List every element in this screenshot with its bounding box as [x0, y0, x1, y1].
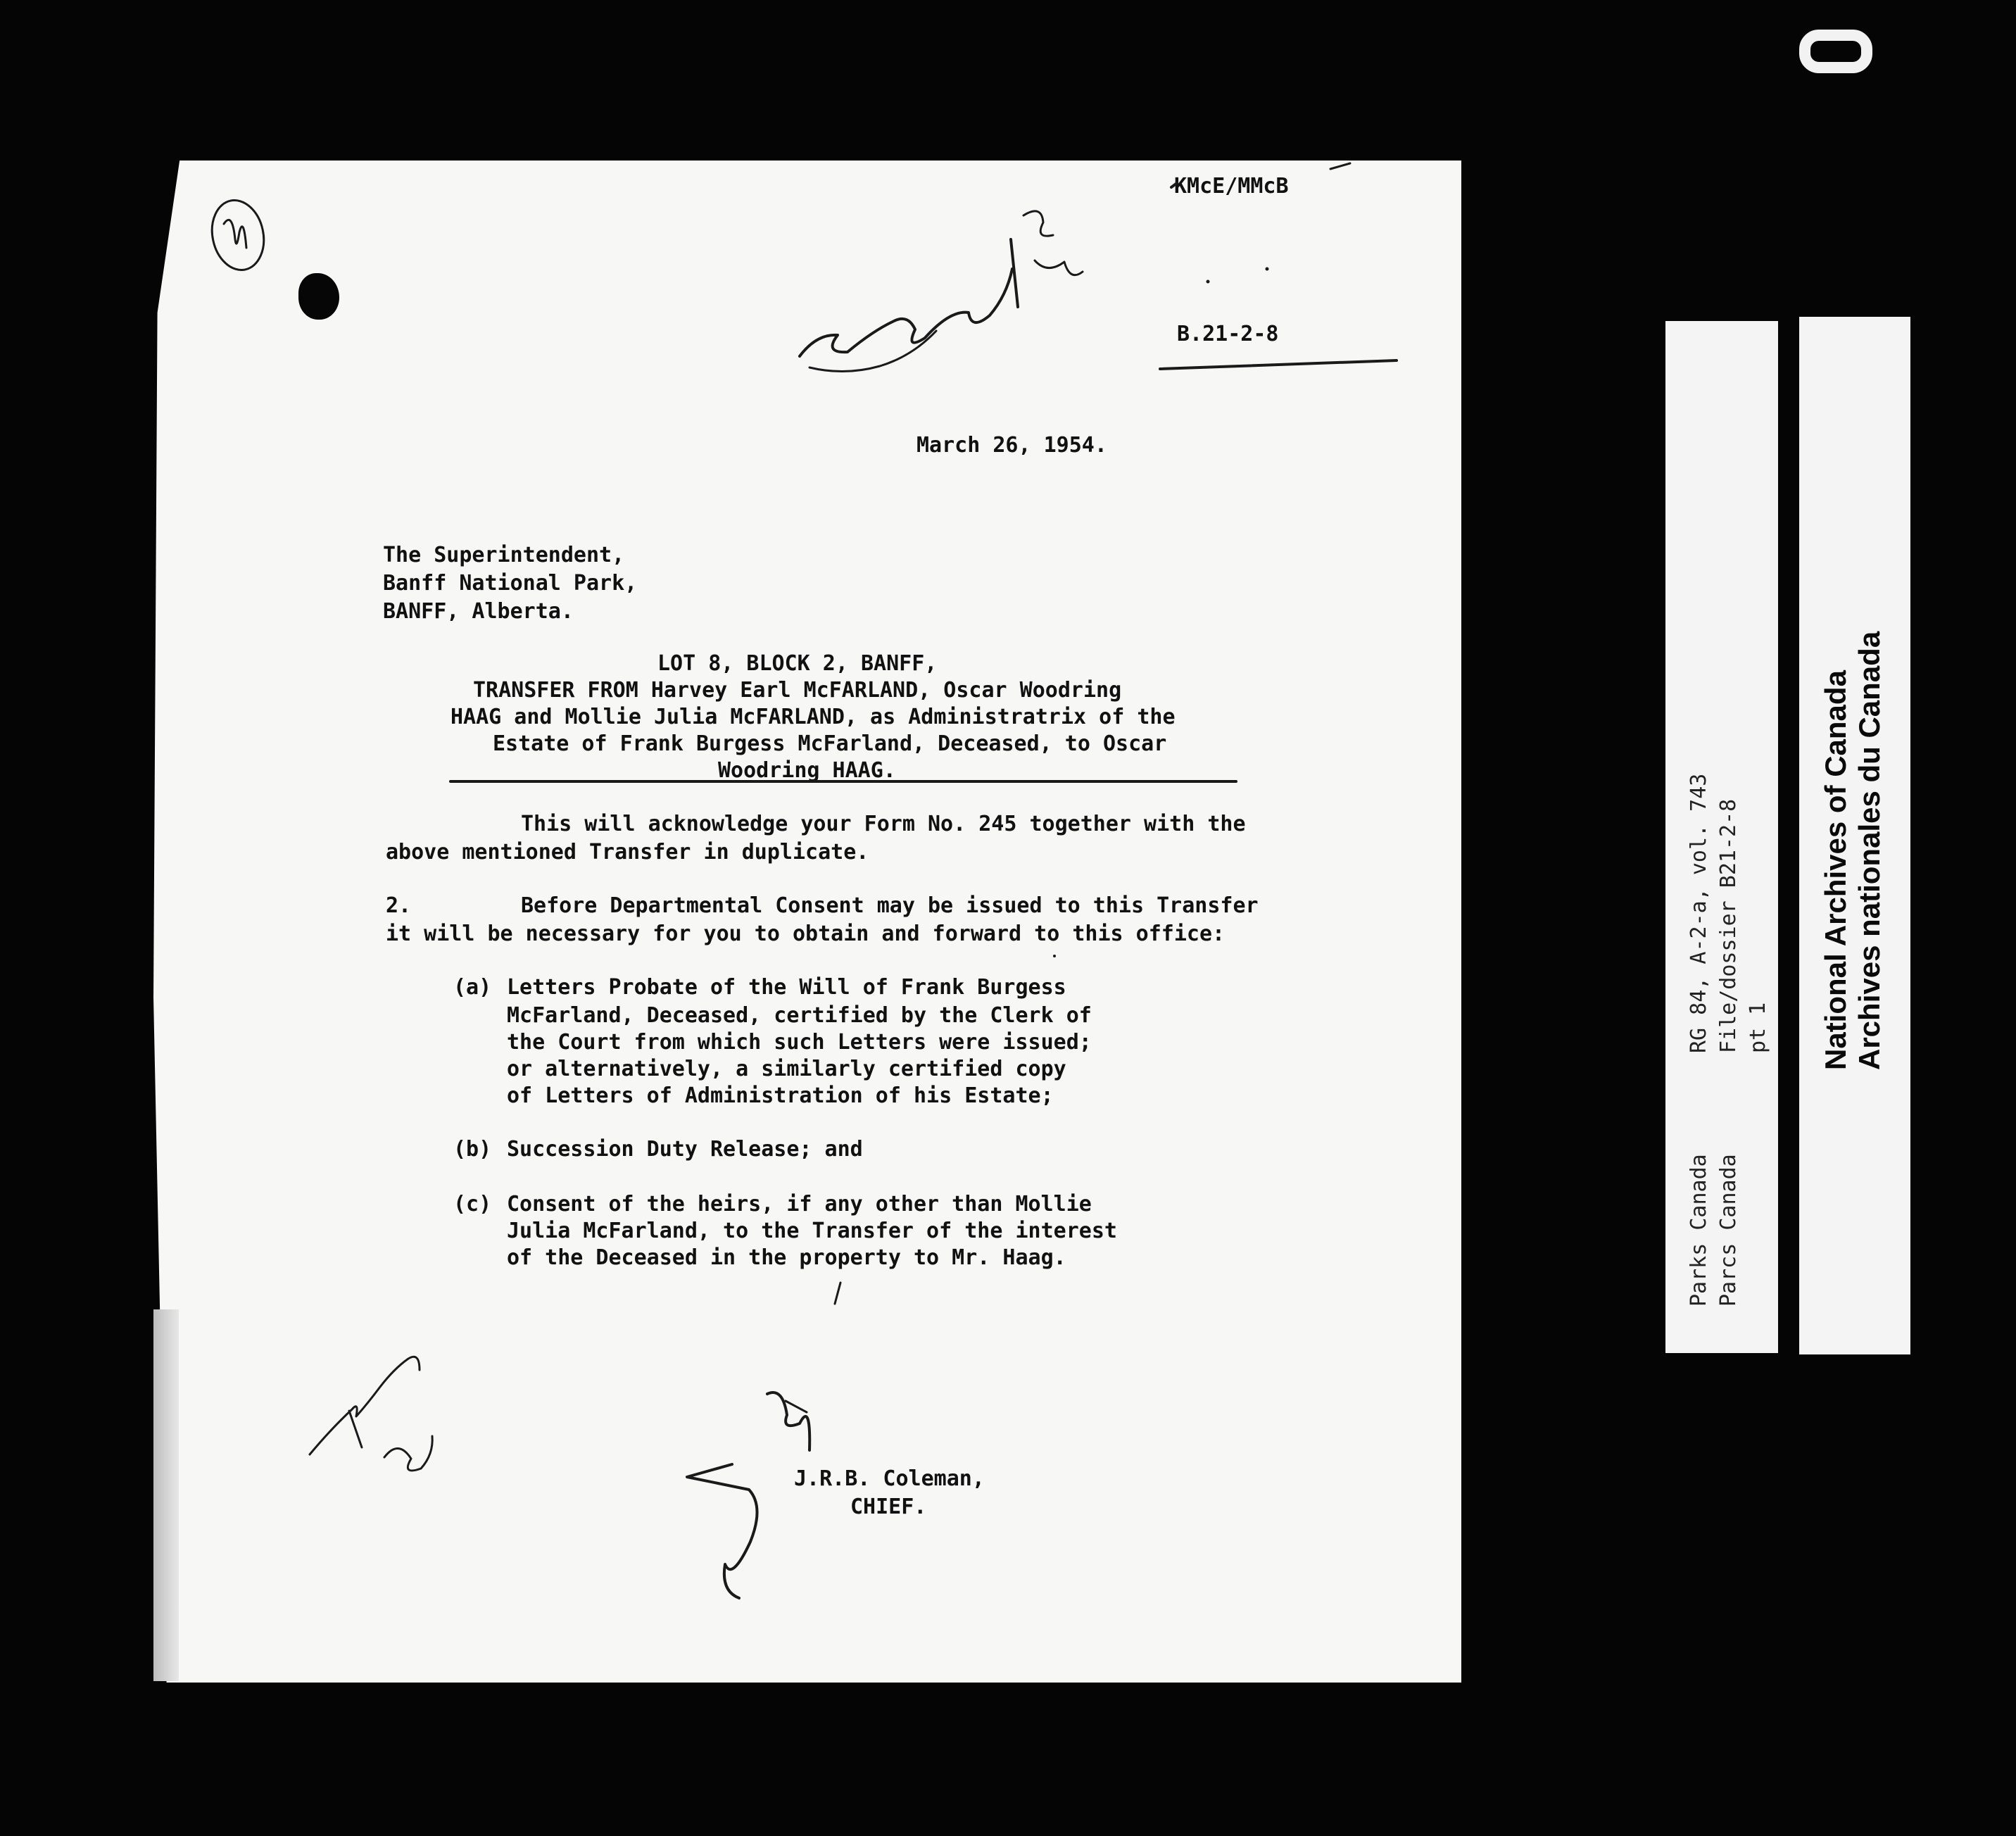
reference-line: File/dossier B21-2-8 — [1716, 798, 1741, 1053]
item-line: McFarland, Deceased, certified by the Clerk of — [507, 1003, 1092, 1028]
item-line: Julia McFarland, to the Transfer of the interest — [507, 1219, 1117, 1243]
reference-line: RG 84, A-2-a, vol. 743 — [1687, 773, 1711, 1053]
address-line: BANFF, Alberta. — [383, 599, 574, 624]
corner-tick — [1330, 163, 1350, 169]
handwritten-initials-top — [800, 211, 1083, 372]
address-line: Banff National Park, — [383, 571, 638, 596]
subject-line: Woodring HAAG. — [718, 758, 896, 783]
letter-date: March 26, 1954. — [916, 433, 1107, 458]
file-code: KMcE/MMcB — [1174, 174, 1289, 199]
signature-scrawl — [687, 1392, 809, 1598]
institution-card — [1799, 317, 1910, 1354]
file-number: B.21-2-8 — [1177, 322, 1279, 346]
subject-line: Estate of Frank Burgess McFarland, Deceased, to Oscar — [493, 731, 1167, 756]
handwritten-initials-margin — [310, 1357, 432, 1471]
item-line: Succession Duty Release; and — [507, 1137, 863, 1162]
item-line: the Court from which such Letters were issued; — [507, 1030, 1092, 1055]
institution-line: National Archives of Canada — [1819, 670, 1852, 1070]
item-line: of the Deceased in the property to Mr. Haag. — [507, 1245, 1066, 1270]
item-line: of Letters of Administration of his Estate; — [507, 1083, 1054, 1108]
signatory-title: CHIEF. — [850, 1495, 927, 1519]
item-marker: (c) — [453, 1192, 492, 1216]
subject-line: HAAG and Mollie Julia McFARLAND, as Administratrix of the — [451, 705, 1176, 729]
item-line: or alternatively, a similarly certified copy — [507, 1057, 1066, 1081]
stray-dot — [1053, 955, 1056, 957]
stray-dot — [1207, 280, 1210, 284]
stray-dash — [1171, 183, 1177, 187]
item-marker: (a) — [453, 975, 492, 1000]
item-line: Consent of the heirs, if any other than Mollie — [507, 1192, 1092, 1216]
paragraph-line: above mentioned Transfer in duplicate. — [386, 840, 869, 864]
creator-line: Parcs Canada — [1716, 1154, 1741, 1307]
item-line: Letters Probate of the Will of Frank Burgess — [507, 975, 1066, 1000]
subject-line: LOT 8, BLOCK 2, BANFF, — [657, 651, 938, 676]
creator-line: Parks Canada — [1687, 1154, 1711, 1307]
item-marker: (b) — [453, 1137, 492, 1162]
subject-line: TRANSFER FROM Harvey Earl McFARLAND, Oscar Woodring — [473, 678, 1122, 703]
stray-dot — [1266, 268, 1269, 271]
circled-page-number — [206, 196, 270, 275]
reference-line: pt 1 — [1746, 1002, 1770, 1053]
archive-reference-card — [1665, 321, 1778, 1353]
stray-mark — [835, 1283, 840, 1304]
paragraph-line: it will be necessary for you to obtain and forward to this office: — [386, 922, 1226, 946]
institution-line: Archives nationales du Canada — [1853, 631, 1886, 1070]
paragraph-line: Before Departmental Consent may be issued to this Transfer — [521, 893, 1259, 918]
signatory-name: J.R.B. Coleman, — [794, 1466, 985, 1491]
file-number-rule — [1160, 360, 1397, 369]
paragraph-number: 2. — [386, 893, 412, 918]
paragraph-line: This will acknowledge your Form No. 245 together with the — [521, 812, 1246, 836]
address-line: The Superintendent, — [383, 543, 625, 567]
